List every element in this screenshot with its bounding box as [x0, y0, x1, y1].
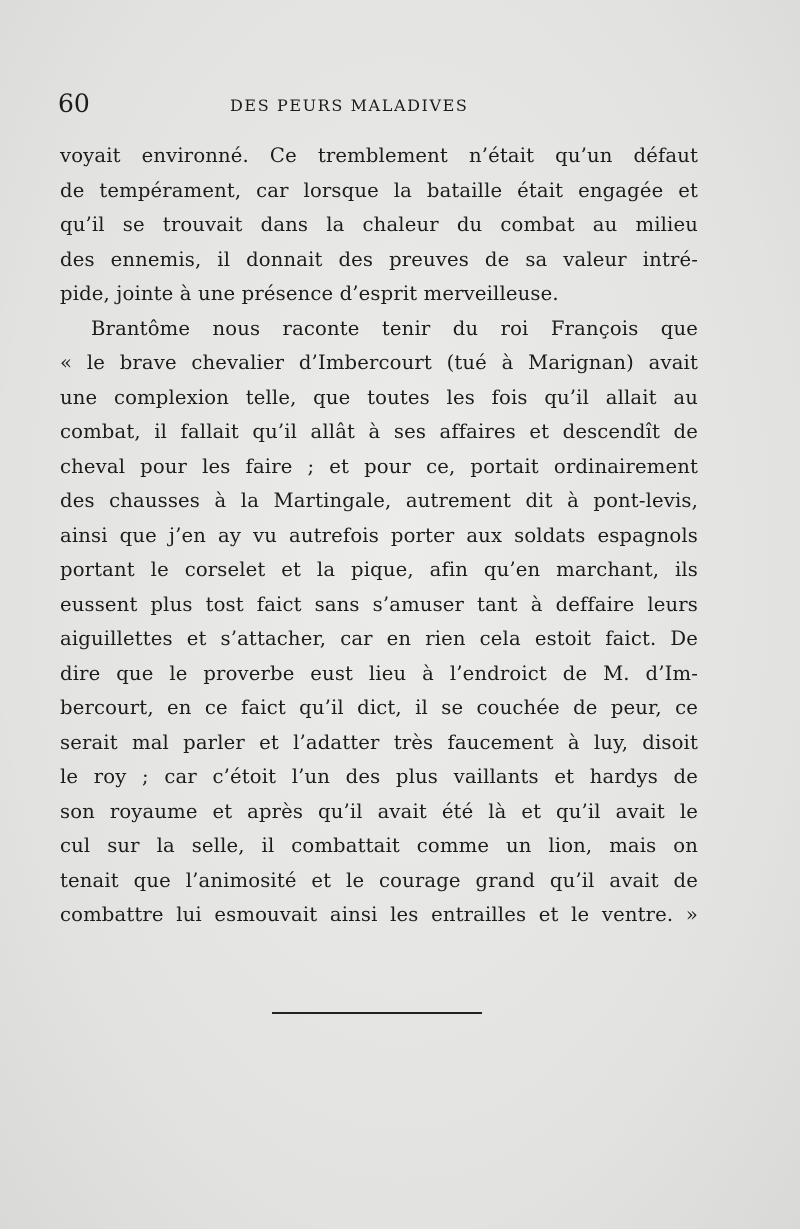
text-line: eussent plus tost faict sans s’amuser tant à deffaire leurs	[60, 592, 698, 616]
text-line: combat, il fallait qu’il allât à ses affaires et descendît de	[60, 420, 698, 443]
running-title: DES PEURS MALADIVES	[230, 96, 469, 115]
text-line: de tempérament, car lorsque la bataille était engagée et	[60, 178, 698, 202]
text-line: qu’il se trouvait dans la chaleur du combat au milieu	[60, 213, 698, 236]
text-line: le roy ; car c’étoit l’un des plus vaillants et hardys de	[60, 765, 698, 788]
text-line: voyait environné. Ce tremblement n’était qu’un défaut	[60, 144, 698, 167]
text-line: dire que le proverbe eust lieu à l’endroict de M. d’Im-	[60, 661, 698, 685]
text-line: une complexion telle, que toutes les fois qu’il allait au	[60, 385, 698, 409]
text-line: cul sur la selle, il combattait comme un lion, mais on	[60, 834, 698, 857]
text-line: bercourt, en ce faict qu’il dict, il se couchée de peur, ce	[60, 696, 698, 719]
page-number: 60	[58, 89, 90, 118]
paragraph-start-line: Brantôme nous raconte tenir du roi François que	[91, 316, 698, 340]
text-line: son royaume et après qu’il avait été là et qu’il avait le	[60, 799, 698, 823]
section-end-rule	[272, 1012, 482, 1014]
text-line: portant le corselet et la pique, afin qu’en marchant, ils	[60, 558, 698, 581]
text-line: aiguillettes et s’attacher, car en rien cela estoit faict. De	[60, 627, 698, 650]
text-line: serait mal parler et l’adatter très faucement à luy, disoit	[60, 730, 698, 754]
text-line: ainsi que j’en ay vu autrefois porter aux soldats espagnols	[60, 523, 698, 547]
page-header	[58, 88, 748, 122]
paragraph-end-line: pide, jointe à une présence d’esprit merveilleuse.	[60, 282, 559, 305]
text-line: tenait que l’animosité et le courage grand qu’il avait de	[60, 868, 698, 892]
text-line: « le brave chevalier d’Imbercourt (tué à Marignan) avait	[60, 351, 698, 374]
text-line: des chausses à la Martingale, autrement dit à pont-levis,	[60, 489, 698, 512]
text-line: cheval pour les faire ; et pour ce, portait ordinairement	[60, 454, 698, 478]
text-line: des ennemis, il donnait des preuves de sa valeur intré-	[60, 247, 698, 271]
body-text	[60, 139, 698, 933]
text-line: combattre lui esmouvait ainsi les entrailles et le ventre. »	[60, 903, 698, 926]
